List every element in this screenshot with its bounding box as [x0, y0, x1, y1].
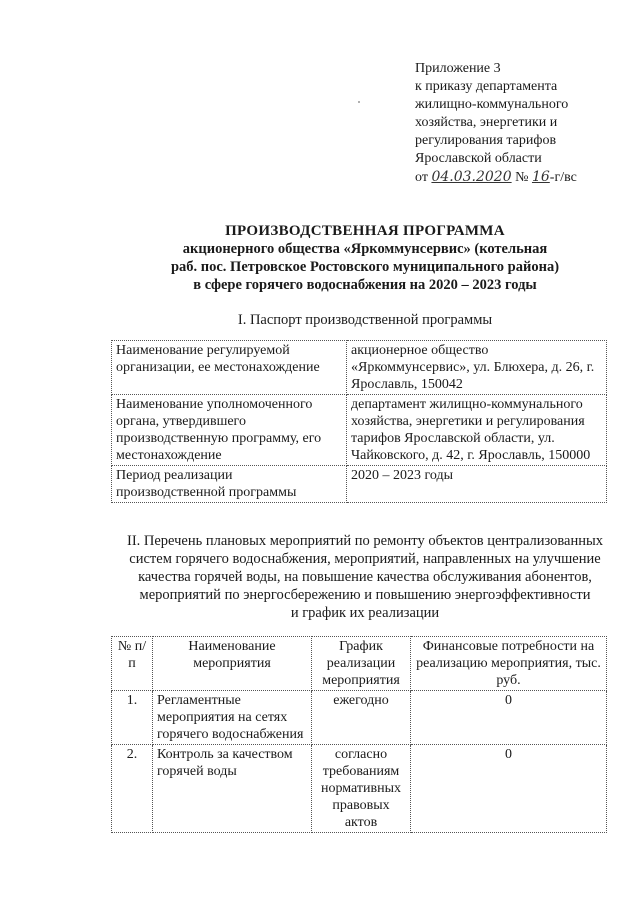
number-prefix: №: [511, 170, 532, 185]
table-header-row: [112, 637, 607, 691]
passport-table: [111, 340, 607, 503]
section2-heading-line: II. Перечень плановых мероприятий по ремонту объектов централизованных: [126, 533, 604, 549]
row-finance: 0: [411, 691, 607, 745]
annex-line: Приложение 3: [415, 61, 501, 76]
passport-value: акционерное общество «Яркоммунсервис», ул. Блюхера, д. 26, г. Ярославль, 150042: [347, 341, 607, 395]
annex-line: жилищно-коммунального: [415, 97, 569, 112]
title-main: ПРОИЗВОДСТВЕННАЯ ПРОГРАММА: [225, 223, 505, 239]
annex-line: хозяйства, энергетики и: [415, 115, 558, 130]
table-row: [112, 395, 607, 466]
row-schedule: согласно требованиям нормативных правовых актов: [312, 745, 411, 833]
section1-heading: I. Паспорт производственной программы: [237, 312, 493, 328]
passport-label: Наименование уполномоченного органа, утвердившего производственную программу, его местонахождение: [112, 395, 347, 466]
table-row: [112, 466, 607, 503]
annex-line: к приказу департамента: [415, 79, 558, 94]
passport-value: департамент жилищно-коммунального хозяйства, энергетики и регулирования тарифов Ярославской области, ул. Чайковского, д. 42, г. Ярославль, 150000: [347, 395, 607, 466]
row-num: 2.: [112, 745, 153, 833]
header-name: Наименование мероприятия: [153, 637, 312, 691]
section2-heading-line: качества горячей воды, на повышение качества обслуживания абонентов,: [138, 569, 592, 585]
table-row: [112, 691, 607, 745]
section2-heading: [100, 532, 630, 622]
annex-line: Ярославской области: [415, 151, 542, 166]
header-num: № п/п: [112, 637, 153, 691]
program-title: [100, 222, 630, 294]
row-name: Регламентные мероприятия на сетях горячего водоснабжения: [153, 691, 312, 745]
title-line: в сфере горячего водоснабжения на 2020 – 2023 годы: [193, 277, 537, 293]
passport-label: Период реализации производственной программы: [112, 466, 347, 503]
row-name: Контроль за качеством горячей воды: [153, 745, 312, 833]
section2-heading-line: мероприятий по энергосбережению и повышению энергоэффективности: [139, 587, 591, 603]
number-suffix: -г/вс: [549, 170, 577, 185]
scan-speck: [358, 101, 360, 103]
events-table: [111, 636, 607, 833]
annex-line: регулирования тарифов: [415, 133, 557, 148]
table-row: [112, 341, 607, 395]
title-line: акционерного общества «Яркоммунсервис» (котельная: [182, 241, 548, 257]
header-finance: Финансовые потребности на реализацию мероприятия, тыс. руб.: [411, 637, 607, 691]
annex-block: [415, 60, 625, 187]
section2-heading-line: и график их реализации: [290, 605, 440, 621]
annex-date-line: [415, 168, 625, 187]
row-num: 1.: [112, 691, 153, 745]
order-date: 04.03.2020: [431, 169, 512, 185]
date-prefix: от: [415, 170, 432, 185]
order-number: 16: [531, 169, 550, 185]
row-finance: 0: [411, 745, 607, 833]
title-line: раб. пос. Петровское Ростовского муниципального района): [170, 259, 560, 275]
table-row: [112, 745, 607, 833]
section2-heading-line: систем горячего водоснабжения, мероприятий, направленных на улучшение: [129, 551, 601, 567]
header-schedule: График реализации мероприятия: [312, 637, 411, 691]
passport-label: Наименование регулируемой организации, ее местонахождение: [112, 341, 347, 395]
row-schedule: ежегодно: [312, 691, 411, 745]
passport-value: 2020 – 2023 годы: [347, 466, 607, 503]
